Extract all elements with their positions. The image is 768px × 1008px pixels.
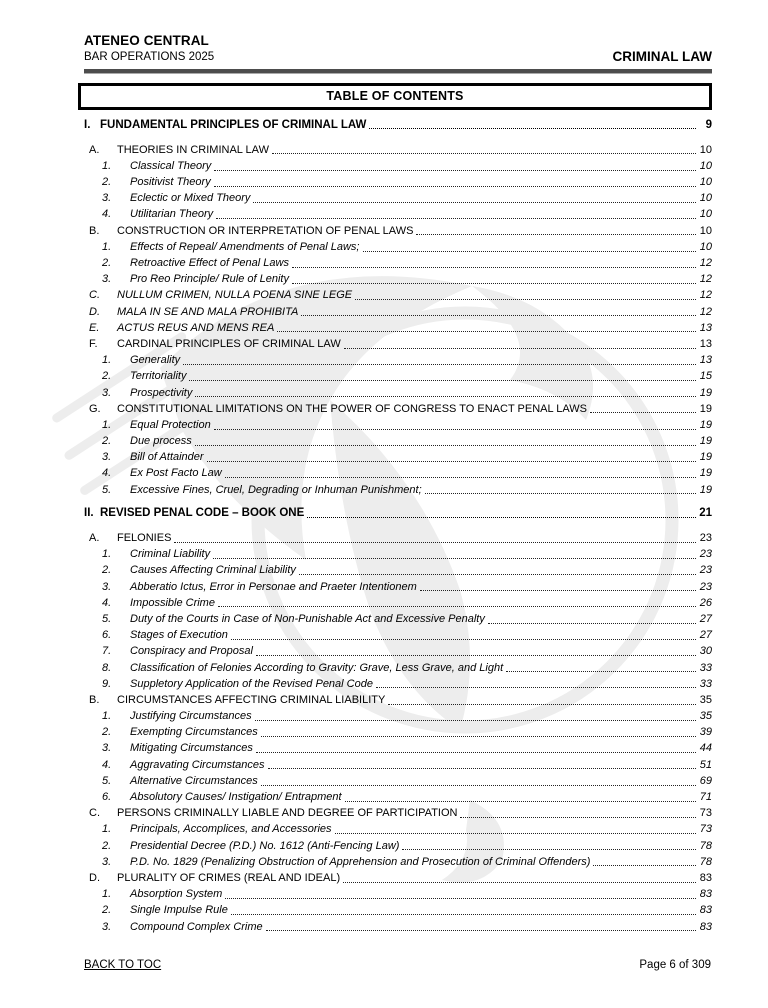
- toc-entry[interactable]: [84, 385, 712, 401]
- entry-page: 73: [699, 807, 712, 820]
- entry-label: 3.: [102, 386, 112, 399]
- toc-entry[interactable]: [84, 740, 712, 756]
- entry-label: 3.: [102, 192, 112, 205]
- entry-page: 10: [699, 192, 712, 205]
- dot-leader: [376, 687, 696, 688]
- entry-title: Single Impulse Rule: [130, 904, 228, 917]
- dot-leader: [266, 930, 696, 931]
- entry-title: Classification of Felonies According to Gravity: Grave, Less Grave, and Light: [130, 661, 504, 674]
- entry-title: Suppletory Application of the Revised Penal Code: [130, 677, 373, 690]
- dot-leader: [195, 396, 696, 397]
- entry-label: 3.: [102, 273, 112, 286]
- dot-leader: [277, 331, 696, 332]
- dot-leader: [183, 364, 696, 365]
- entry-label: 5.: [102, 483, 112, 496]
- entry-page: 83: [699, 920, 712, 933]
- entry-title: MALA IN SE AND MALA PROHIBITA: [117, 305, 299, 318]
- subject-title: CRIMINAL LAW: [612, 49, 712, 64]
- toc-entry[interactable]: [84, 255, 712, 271]
- toc-entry[interactable]: [84, 562, 712, 578]
- dot-leader: [344, 348, 696, 349]
- entry-label: D.: [89, 305, 100, 318]
- entry-page: 71: [699, 791, 712, 803]
- entry-page: 10: [699, 224, 712, 237]
- entry-page: 19: [699, 451, 712, 464]
- entry-label: 1.: [102, 418, 112, 431]
- toc-entry[interactable]: [84, 660, 712, 676]
- entry-title: Criminal Liability: [130, 548, 211, 561]
- dot-leader: [214, 170, 696, 171]
- toc-entry[interactable]: [84, 870, 712, 886]
- dot-leader: [593, 865, 696, 866]
- entry-title: Stages of Execution: [130, 629, 228, 642]
- entry-title: Absorption System: [130, 888, 223, 901]
- entry-label: II.: [84, 506, 94, 519]
- dot-leader: [225, 477, 696, 478]
- dot-leader: [292, 267, 696, 268]
- toc-entry[interactable]: [84, 352, 712, 368]
- back-to-toc-link[interactable]: BACK TO TOC: [84, 959, 162, 971]
- dot-leader: [255, 720, 696, 721]
- dot-leader: [214, 429, 696, 430]
- document-page: [84, 32, 712, 935]
- entry-title: FELONIES: [117, 532, 172, 544]
- entry-title: Alternative Circumstances: [130, 774, 258, 787]
- toc-entry[interactable]: [84, 465, 712, 481]
- entry-label: 2.: [102, 257, 112, 269]
- dot-leader: [268, 768, 696, 769]
- page-indicator: Page 6 of 309: [639, 959, 711, 971]
- entry-title: Generality: [130, 354, 181, 367]
- dot-leader: [369, 128, 696, 129]
- entry-page: 13: [699, 321, 712, 334]
- entry-page: 10: [699, 208, 712, 221]
- entry-title: CONSTRUCTION OR INTERPRETATION OF PENAL LAWS: [117, 224, 414, 237]
- toc-entry[interactable]: [84, 643, 712, 659]
- entry-label: 3.: [102, 451, 112, 464]
- entry-page: 78: [699, 839, 712, 852]
- toc-title-box: [78, 83, 712, 110]
- entry-title: Exempting Circumstances: [130, 726, 258, 739]
- dot-leader: [225, 898, 696, 899]
- dot-leader: [343, 882, 696, 883]
- toc-entry[interactable]: [84, 223, 712, 239]
- entry-label: 2.: [102, 370, 112, 383]
- entry-page: 23: [699, 548, 712, 561]
- dot-leader: [488, 623, 696, 624]
- entry-page: 19: [699, 418, 712, 431]
- entry-page: 26: [699, 596, 712, 609]
- toc-entry[interactable]: [84, 401, 712, 417]
- entry-page: 27: [699, 629, 712, 642]
- entry-title: Absolutory Causes/ Instigation/ Entrapment: [130, 791, 342, 803]
- toc-entry[interactable]: [84, 708, 712, 724]
- entry-label: C.: [89, 289, 100, 302]
- entry-label: 8.: [102, 661, 112, 674]
- toc-entry[interactable]: [84, 449, 712, 465]
- entry-label: 1.: [102, 710, 112, 723]
- org-name: ATENEO CENTRAL: [84, 33, 209, 48]
- dot-leader: [416, 234, 696, 235]
- dot-leader: [292, 283, 696, 284]
- entry-title: REVISED PENAL CODE – BOOK ONE: [100, 506, 305, 519]
- page-header: [84, 32, 712, 65]
- dot-leader: [214, 186, 696, 187]
- entry-label: D.: [89, 871, 100, 884]
- dot-leader: [420, 590, 696, 591]
- toc-entry[interactable]: [84, 854, 712, 870]
- toc-entry[interactable]: [84, 505, 712, 521]
- entry-title: Effects of Repeal/ Amendments of Penal Laws;: [130, 240, 360, 253]
- entry-page: 33: [699, 677, 712, 690]
- dot-leader: [195, 445, 696, 446]
- entry-page: 10: [699, 159, 712, 172]
- entry-label: F.: [89, 337, 98, 350]
- entry-label: 2.: [102, 435, 112, 448]
- entry-page: 83: [699, 888, 712, 901]
- header-left: [84, 32, 214, 65]
- toc-entry[interactable]: [84, 611, 712, 627]
- toc-entry[interactable]: [84, 287, 712, 303]
- entry-label: 1.: [102, 240, 112, 253]
- entry-title: Abberatio Ictus, Error in Personae and Praeter Intentionem: [130, 580, 417, 593]
- entry-title: Utilitarian Theory: [130, 208, 214, 221]
- toc-entry[interactable]: [84, 271, 712, 287]
- entry-label: 6.: [102, 791, 112, 803]
- page-footer: [84, 959, 711, 971]
- entry-title: Territoriality: [130, 370, 187, 383]
- toc-entry[interactable]: [84, 789, 712, 805]
- entry-page: 13: [699, 354, 712, 367]
- entry-page: 23: [699, 564, 712, 577]
- entry-title: Justifying Circumstances: [130, 710, 252, 723]
- dot-leader: [231, 639, 696, 640]
- toc-entry[interactable]: [84, 805, 712, 821]
- entry-title: PERSONS CRIMINALLY LIABLE AND DEGREE OF PARTICIPATION: [117, 807, 458, 820]
- entry-label: 3.: [102, 580, 112, 593]
- entry-label: G.: [89, 402, 101, 415]
- toc-entry[interactable]: [84, 838, 712, 854]
- toc-title: TABLE OF CONTENTS: [326, 88, 464, 103]
- entry-page: 78: [699, 855, 712, 868]
- toc-entry[interactable]: [84, 190, 712, 206]
- dot-leader: [256, 655, 696, 656]
- entry-title: CIRCUMSTANCES AFFECTING CRIMINAL LIABILITY: [117, 693, 386, 706]
- entry-title: Retroactive Effect of Penal Laws: [130, 257, 289, 269]
- entry-title: Eclectic or Mixed Theory: [130, 192, 251, 205]
- dot-leader: [388, 704, 696, 705]
- entry-page: 21: [699, 506, 712, 519]
- toc-entry[interactable]: [84, 773, 712, 789]
- dot-leader: [253, 202, 696, 203]
- entry-title: Impossible Crime: [130, 596, 215, 609]
- entry-title: Mitigating Circumstances: [130, 742, 253, 755]
- entry-label: 2.: [102, 176, 112, 189]
- dot-leader: [307, 517, 696, 518]
- entry-page: 39: [699, 726, 712, 739]
- entry-page: 19: [699, 483, 712, 496]
- entry-title: Due process: [130, 435, 192, 448]
- toc-entry[interactable]: [84, 174, 712, 190]
- entry-page: 83: [699, 904, 712, 917]
- entry-label: 4.: [102, 208, 112, 221]
- toc-entry[interactable]: [84, 627, 712, 643]
- entry-label: 5.: [102, 774, 112, 787]
- toc-entry[interactable]: [84, 304, 712, 320]
- toc-entry[interactable]: [84, 433, 712, 449]
- entry-page: 23: [699, 580, 712, 593]
- entry-title: ACTUS REUS AND MENS REA: [117, 321, 275, 334]
- dot-leader: [345, 801, 696, 802]
- toc-entry[interactable]: [84, 821, 712, 837]
- entry-title: NULLUM CRIMEN, NULLA POENA SINE LEGE: [117, 289, 353, 302]
- entry-title: CONSTITUTIONAL LIMITATIONS ON THE POWER OF CONGRESS TO ENACT PENAL LAWS: [117, 402, 588, 415]
- entry-title: Pro Reo Principle/ Rule of Lenity: [130, 273, 289, 286]
- entry-page: 12: [699, 289, 712, 302]
- dot-leader: [174, 542, 696, 543]
- entry-title: Positivist Theory: [130, 176, 211, 189]
- entry-title: Bill of Attainder: [130, 451, 204, 464]
- toc-entry[interactable]: [84, 320, 712, 336]
- toc-entry[interactable]: [84, 902, 712, 918]
- entry-title: Duty of the Courts in Case of Non-Punishable Act and Excessive Penalty: [130, 612, 485, 625]
- toc-entry[interactable]: [84, 919, 712, 935]
- entry-label: 1.: [102, 354, 112, 367]
- entry-label: 1.: [102, 823, 112, 836]
- entry-title: Conspiracy and Proposal: [130, 645, 253, 658]
- entry-title: Compound Complex Crime: [130, 920, 263, 933]
- entry-label: 2.: [102, 564, 112, 577]
- entry-page: 33: [699, 661, 712, 674]
- toc-entry[interactable]: [84, 482, 712, 498]
- entry-label: B.: [89, 693, 100, 706]
- dot-leader: [590, 412, 696, 413]
- entry-label: I.: [84, 118, 91, 131]
- entry-title: FUNDAMENTAL PRINCIPLES OF CRIMINAL LAW: [100, 118, 367, 131]
- dot-leader: [231, 914, 696, 915]
- entry-title: P.D. No. 1829 (Penalizing Obstruction of Apprehension and Prosecution of Criminal Offenders): [130, 855, 591, 868]
- toc-entry[interactable]: [84, 724, 712, 740]
- entry-label: 4.: [102, 596, 112, 609]
- dot-leader: [272, 153, 696, 154]
- entry-page: 19: [699, 435, 712, 448]
- toc-entry[interactable]: [84, 886, 712, 902]
- entry-page: 12: [699, 305, 712, 318]
- entry-page: 35: [699, 693, 712, 706]
- entry-label: 3.: [102, 855, 112, 868]
- toc-entry[interactable]: [84, 336, 712, 352]
- toc-entry[interactable]: [84, 239, 712, 255]
- dot-leader: [363, 251, 697, 252]
- entry-page: 19: [699, 467, 712, 480]
- entry-page: 13: [699, 337, 712, 350]
- org-subtitle: BAR OPERATIONS 2025: [84, 51, 215, 63]
- entry-page: 12: [699, 273, 712, 286]
- dot-leader: [207, 461, 696, 462]
- dot-leader: [218, 606, 696, 607]
- entry-page: 19: [699, 402, 712, 415]
- toc-entry[interactable]: [84, 368, 712, 384]
- toc-entry[interactable]: [84, 546, 712, 562]
- dot-leader: [216, 218, 696, 219]
- dot-leader: [335, 833, 696, 834]
- entry-page: 35: [699, 710, 712, 723]
- toc-entry[interactable]: [84, 142, 712, 158]
- entry-title: Excessive Fines, Cruel, Degrading or Inhuman Punishment;: [130, 483, 422, 496]
- entry-page: 69: [699, 774, 712, 787]
- toc-entry[interactable]: [84, 206, 712, 222]
- toc-entry[interactable]: [84, 757, 712, 773]
- entry-label: 1.: [102, 548, 112, 561]
- dot-leader: [402, 849, 696, 850]
- entry-title: Prospectivity: [130, 386, 193, 399]
- entry-label: 4.: [102, 758, 112, 771]
- entry-page: 9: [705, 118, 712, 131]
- entry-label: B.: [89, 224, 100, 237]
- entry-title: CARDINAL PRINCIPLES OF CRIMINAL LAW: [117, 337, 341, 350]
- entry-label: 3.: [102, 742, 112, 755]
- dot-leader: [261, 736, 696, 737]
- toc-entry[interactable]: [84, 530, 712, 546]
- entry-label: C.: [89, 807, 100, 820]
- toc-entry[interactable]: [84, 595, 712, 611]
- dot-leader: [213, 558, 696, 559]
- entry-title: PLURALITY OF CRIMES (REAL AND IDEAL): [117, 871, 341, 884]
- entry-title: Classical Theory: [130, 159, 212, 172]
- toc-list: [84, 117, 712, 935]
- dot-leader: [256, 752, 696, 753]
- entry-page: 10: [699, 176, 712, 189]
- toc-entry[interactable]: [84, 117, 712, 133]
- entry-label: 7.: [102, 645, 112, 658]
- dot-leader: [261, 785, 696, 786]
- entry-page: 83: [699, 871, 712, 884]
- toc-entry[interactable]: [84, 417, 712, 433]
- dot-leader: [189, 380, 696, 381]
- entry-page: 51: [699, 758, 712, 771]
- entry-label: 1.: [102, 888, 112, 901]
- entry-page: 27: [699, 612, 712, 625]
- dot-leader: [460, 817, 696, 818]
- entry-label: 1.: [102, 159, 112, 172]
- entry-label: 2.: [102, 904, 112, 917]
- entry-title: Equal Protection: [130, 418, 211, 431]
- entry-title: Principals, Accomplices, and Accessories: [130, 823, 332, 836]
- entry-title: Presidential Decree (P.D.) No. 1612 (Anti-Fencing Law): [130, 839, 400, 852]
- entry-label: 4.: [102, 467, 112, 480]
- entry-label: 3.: [102, 920, 112, 933]
- entry-page: 10: [699, 143, 712, 156]
- entry-label: 5.: [102, 612, 112, 625]
- toc-entry[interactable]: [84, 158, 712, 174]
- entry-page: 73: [699, 823, 712, 836]
- entry-label: 9.: [102, 677, 112, 690]
- entry-label: A.: [89, 532, 100, 544]
- entry-page: 10: [699, 240, 712, 253]
- entry-page: 19: [699, 386, 712, 399]
- entry-page: 12: [699, 257, 712, 269]
- dot-leader: [301, 315, 696, 316]
- toc-entry[interactable]: [84, 676, 712, 692]
- toc-entry[interactable]: [84, 579, 712, 595]
- entry-title: Ex Post Facto Law: [130, 467, 222, 480]
- entry-label: 2.: [102, 839, 112, 852]
- entry-label: A.: [89, 143, 100, 156]
- entry-label: 6.: [102, 629, 112, 642]
- entry-page: 23: [699, 532, 712, 544]
- dot-leader: [425, 493, 696, 494]
- toc-entry[interactable]: [84, 692, 712, 708]
- entry-label: 2.: [102, 726, 112, 739]
- dot-leader: [299, 574, 696, 575]
- entry-title: THEORIES IN CRIMINAL LAW: [117, 143, 269, 156]
- entry-page: 15: [699, 370, 712, 383]
- entry-label: E.: [89, 321, 100, 334]
- dot-leader: [506, 671, 696, 672]
- header-rule: [84, 69, 712, 74]
- entry-title: Causes Affecting Criminal Liability: [130, 564, 296, 577]
- entry-page: 44: [699, 742, 712, 755]
- dot-leader: [355, 299, 696, 300]
- entry-title: Aggravating Circumstances: [130, 758, 265, 771]
- entry-page: 30: [699, 645, 712, 658]
